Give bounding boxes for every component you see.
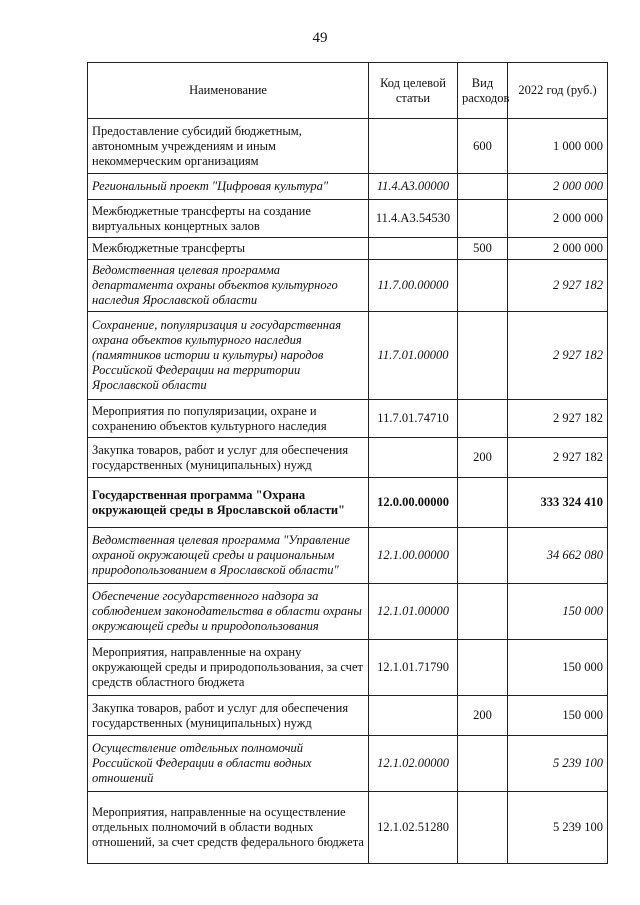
row-type bbox=[458, 584, 508, 640]
row-type bbox=[458, 200, 508, 238]
table-row bbox=[88, 528, 608, 584]
row-code: 11.7.01.74710 bbox=[369, 400, 458, 438]
table-body bbox=[88, 119, 608, 864]
row-type bbox=[458, 792, 508, 864]
row-name: Ведомственная целевая программа департамента охраны объектов культурного наследия Ярославской области bbox=[88, 260, 369, 312]
header-type: Вид расходов bbox=[458, 63, 508, 119]
row-code: 12.1.02.00000 bbox=[369, 736, 458, 792]
row-code: 12.1.01.71790 bbox=[369, 640, 458, 696]
row-amount: 1 000 000 bbox=[508, 119, 608, 174]
row-code: 12.1.02.51280 bbox=[369, 792, 458, 864]
budget-table bbox=[87, 62, 608, 864]
table-row bbox=[88, 438, 608, 478]
row-type bbox=[458, 400, 508, 438]
row-code: 11.7.01.00000 bbox=[369, 312, 458, 400]
table-row bbox=[88, 174, 608, 200]
row-amount: 2 000 000 bbox=[508, 238, 608, 260]
row-name: Обеспечение государственного надзора за соблюдением законодательства в области охраны окружающей среды и природопользования bbox=[88, 584, 369, 640]
row-type bbox=[458, 260, 508, 312]
row-code: 12.0.00.00000 bbox=[369, 478, 458, 528]
row-name: Мероприятия, направленные на охрану окружающей среды и природопользования, за счет средств областного бюджета bbox=[88, 640, 369, 696]
row-name: Осуществление отдельных полномочий Российской Федерации в области водных отношений bbox=[88, 736, 369, 792]
row-amount: 333 324 410 bbox=[508, 478, 608, 528]
page-number: 49 bbox=[312, 30, 328, 46]
row-amount: 150 000 bbox=[508, 640, 608, 696]
table-row bbox=[88, 238, 608, 260]
row-type bbox=[458, 312, 508, 400]
row-name: Региональный проект "Цифровая культура" bbox=[88, 174, 369, 200]
row-code: 12.1.00.00000 bbox=[369, 528, 458, 584]
row-name: Закупка товаров, работ и услуг для обеспечения государственных (муниципальных) нужд bbox=[88, 696, 369, 736]
row-amount: 5 239 100 bbox=[508, 792, 608, 864]
row-amount: 34 662 080 bbox=[508, 528, 608, 584]
row-type: 200 bbox=[458, 696, 508, 736]
table-row bbox=[88, 584, 608, 640]
row-code bbox=[369, 696, 458, 736]
row-type bbox=[458, 528, 508, 584]
row-amount: 2 927 182 bbox=[508, 438, 608, 478]
row-code bbox=[369, 119, 458, 174]
row-code: 12.1.01.00000 bbox=[369, 584, 458, 640]
row-type bbox=[458, 174, 508, 200]
row-name: Межбюджетные трансферты на создание виртуальных концертных залов bbox=[88, 200, 369, 238]
row-amount: 2 927 182 bbox=[508, 400, 608, 438]
row-name: Предоставление субсидий бюджетным, автономным учреждениям и иным некоммерческим организациям bbox=[88, 119, 369, 174]
table-row bbox=[88, 792, 608, 864]
table-row bbox=[88, 696, 608, 736]
table-header-row bbox=[88, 63, 608, 119]
table-row bbox=[88, 119, 608, 174]
row-type: 200 bbox=[458, 438, 508, 478]
row-code: 11.7.00.00000 bbox=[369, 260, 458, 312]
table-row bbox=[88, 312, 608, 400]
row-code: 11.4.А3.54530 bbox=[369, 200, 458, 238]
row-name: Мероприятия по популяризации, охране и сохранению объектов культурного наследия bbox=[88, 400, 369, 438]
row-amount: 150 000 bbox=[508, 696, 608, 736]
table-row bbox=[88, 400, 608, 438]
table-row bbox=[88, 200, 608, 238]
header-amount: 2022 год (руб.) bbox=[508, 63, 608, 119]
row-amount: 150 000 bbox=[508, 584, 608, 640]
header-code: Код целевой статьи bbox=[369, 63, 458, 119]
header-name: Наименование bbox=[88, 63, 369, 119]
table-row bbox=[88, 640, 608, 696]
row-amount: 5 239 100 bbox=[508, 736, 608, 792]
row-amount: 2 000 000 bbox=[508, 174, 608, 200]
table-row bbox=[88, 478, 608, 528]
row-amount: 2 927 182 bbox=[508, 312, 608, 400]
row-name: Ведомственная целевая программа "Управление охраной окружающей среды и рациональным природопользованием в Ярославской области" bbox=[88, 528, 369, 584]
row-code bbox=[369, 438, 458, 478]
row-name: Сохранение, популяризация и государственная охрана объектов культурного наследия (памятников истории и культуры) народов Российской Федерации на территории Ярославской области bbox=[88, 312, 369, 400]
row-type bbox=[458, 736, 508, 792]
table-row bbox=[88, 736, 608, 792]
row-code: 11.4.А3.00000 bbox=[369, 174, 458, 200]
row-type bbox=[458, 478, 508, 528]
row-amount: 2 000 000 bbox=[508, 200, 608, 238]
row-type: 600 bbox=[458, 119, 508, 174]
table-row bbox=[88, 260, 608, 312]
row-code bbox=[369, 238, 458, 260]
row-name: Мероприятия, направленные на осуществление отдельных полномочий в области водных отношений, за счет средств федерального бюджета bbox=[88, 792, 369, 864]
row-type bbox=[458, 640, 508, 696]
row-name: Межбюджетные трансферты bbox=[88, 238, 369, 260]
row-type: 500 bbox=[458, 238, 508, 260]
row-name: Закупка товаров, работ и услуг для обеспечения государственных (муниципальных) нужд bbox=[88, 438, 369, 478]
row-name: Государственная программа "Охрана окружающей среды в Ярославской области" bbox=[88, 478, 369, 528]
row-amount: 2 927 182 bbox=[508, 260, 608, 312]
